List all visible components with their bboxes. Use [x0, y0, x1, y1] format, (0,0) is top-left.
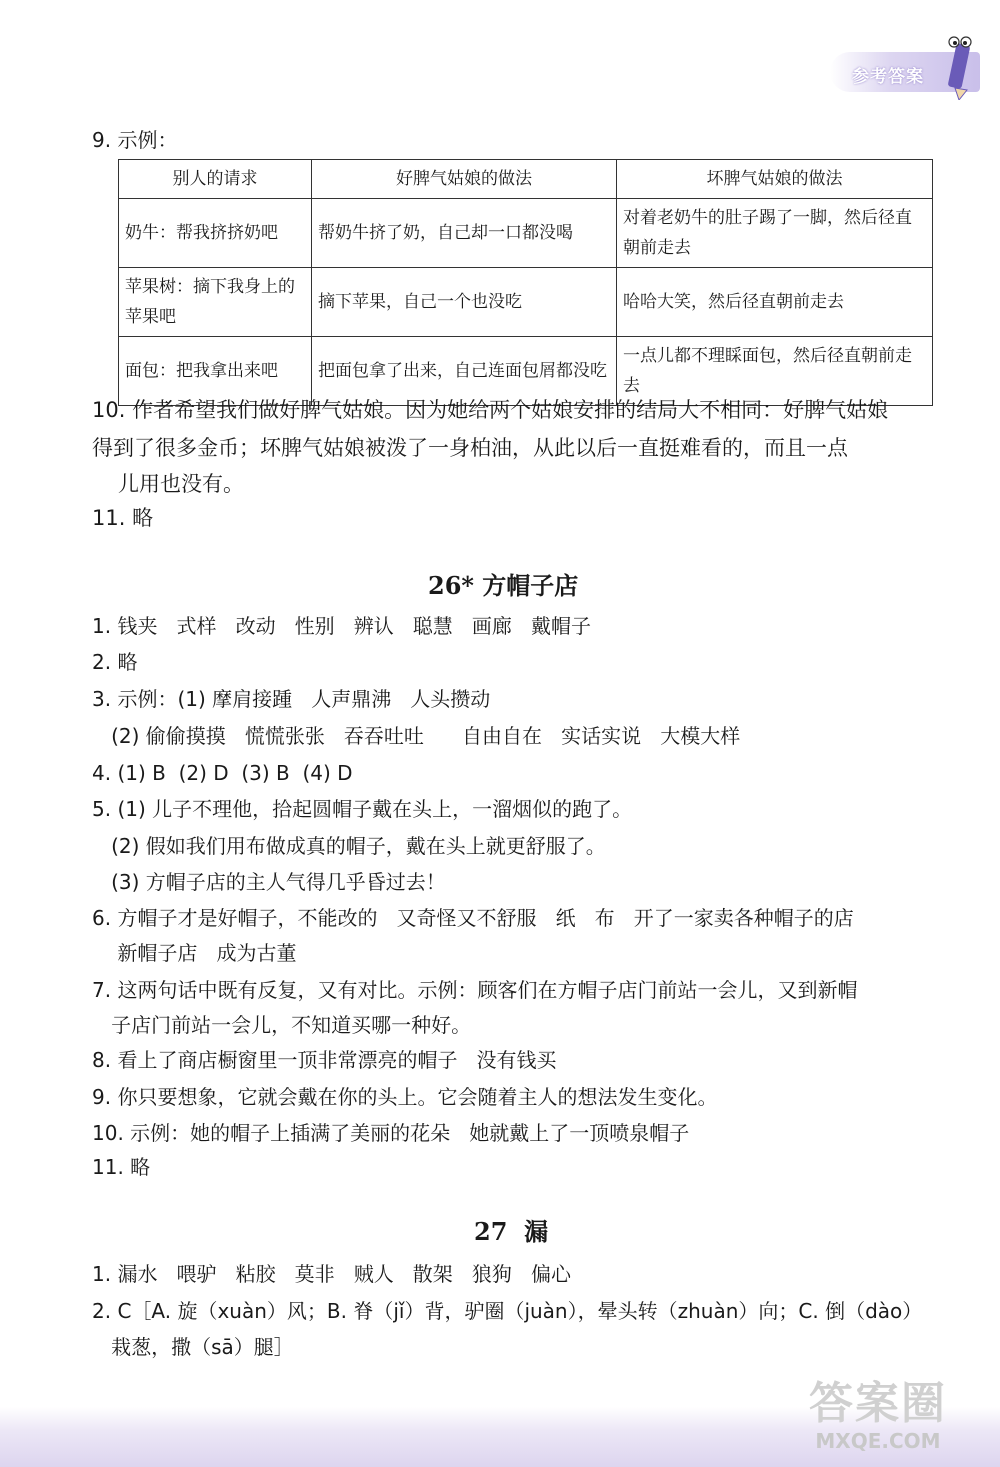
answer-line: 7. 这两句话中既有反复，又有对比。示例：顾客们在方帽子店门前站一会儿，又到新帽 — [92, 978, 858, 1002]
answer-line: 10. 作者希望我们做好脾气姑娘。因为她给两个姑娘安排的结局大不相同：好脾气姑娘 — [92, 398, 889, 422]
header-badge-label: 参考答案 — [852, 67, 924, 87]
answer-table — [118, 159, 933, 406]
table-cell: 摘下苹果，自己一个也没吃 — [312, 268, 617, 337]
answer-line: (2) 假如我们用布做成真的帽子，戴在头上就更舒服了。 — [92, 834, 606, 858]
answer-line: 1. 漏水 喂驴 粘胶 莫非 贼人 散架 狼狗 偏心 — [92, 1262, 571, 1286]
table-cell: 把面包拿了出来，自己连面包屑都没吃 — [312, 337, 617, 406]
answer-line: (2) 偷偷摸摸 慌慌张张 吞吞吐吐 自由自在 实话实说 大模大样 — [92, 724, 741, 748]
watermark-url: MXQE.COM — [815, 1429, 941, 1453]
section-title: 26* 方帽子店 — [428, 571, 579, 600]
answer-line: 2. C［A. 旋（xuàn）风；B. 脊（jǐ）背，驴圈（juàn），晕头转（zhuàn）向；C. 倒（dào） — [92, 1299, 923, 1323]
table-cell: 一点儿都不理睬面包，然后径直朝前走去 — [617, 337, 933, 406]
table-cell: 对着老奶牛的肚子踢了一脚，然后径直朝前走去 — [617, 199, 933, 268]
table-cell: 苹果树：摘下我身上的苹果吧 — [119, 268, 312, 337]
table-header-cell: 别人的请求 — [119, 160, 312, 199]
table-cell: 哈哈大笑，然后径直朝前走去 — [617, 268, 933, 337]
table-header-row — [119, 160, 933, 199]
answer-line: 11. 略 — [92, 506, 154, 530]
answer-line: 2. 略 — [92, 650, 138, 674]
answer-line: 6. 方帽子才是好帽子，不能改的 又奇怪又不舒服 纸 布 开了一家卖各种帽子的店 — [92, 906, 854, 930]
table-header-cell: 坏脾气姑娘的做法 — [617, 160, 933, 199]
answer-line: 9. 你只要想象，它就会戴在你的头上。它会随着主人的想法发生变化。 — [92, 1085, 718, 1109]
table-cell: 面包：把我拿出来吧 — [119, 337, 312, 406]
table-header-cell: 好脾气姑娘的做法 — [312, 160, 617, 199]
table-cell: 帮奶牛挤了奶，自己却一口都没喝 — [312, 199, 617, 268]
table-row — [119, 337, 933, 406]
answer-line: 8. 看上了商店橱窗里一顶非常漂亮的帽子 没有钱买 — [92, 1048, 557, 1072]
answer-line: 1. 钱夹 式样 改动 性别 辨认 聪慧 画廊 戴帽子 — [92, 614, 591, 638]
answer-line: 3. 示例：(1) 摩肩接踵 人声鼎沸 人头攒动 — [92, 687, 491, 711]
pencil-mascot-icon — [938, 30, 982, 100]
section-title: 27 漏 — [474, 1217, 549, 1246]
answer-line: 5. (1) 儿子不理他，拾起圆帽子戴在头上，一溜烟似的跑了。 — [92, 797, 633, 821]
table-row — [119, 268, 933, 337]
answer-line: 得到了很多金币；坏脾气姑娘被泼了一身柏油，从此以后一直挺难看的，而且一点 — [92, 436, 848, 460]
q9-label: 9. 示例： — [92, 128, 178, 152]
answer-line: 子店门前站一会儿，不知道买哪一种好。 — [92, 1013, 472, 1037]
answer-line: 儿用也没有。 — [118, 472, 244, 496]
table-cell: 奶牛：帮我挤挤奶吧 — [119, 199, 312, 268]
answer-line: 11. 略 — [92, 1155, 151, 1179]
table-row — [119, 199, 933, 268]
answer-line: 4. (1) B (2) D (3) B (4) D — [92, 761, 353, 785]
answer-line: (3) 方帽子店的主人气得几乎昏过去！ — [92, 870, 446, 894]
answer-line: 新帽子店 成为古董 — [92, 941, 297, 965]
watermark-logo: 答案圈 — [809, 1378, 947, 1429]
answer-line: 10. 示例：她的帽子上插满了美丽的花朵 她就戴上了一顶喷泉帽子 — [92, 1121, 690, 1145]
answer-line: 栽葱，撒（sā）腿］ — [92, 1335, 294, 1359]
watermark — [778, 1379, 978, 1459]
